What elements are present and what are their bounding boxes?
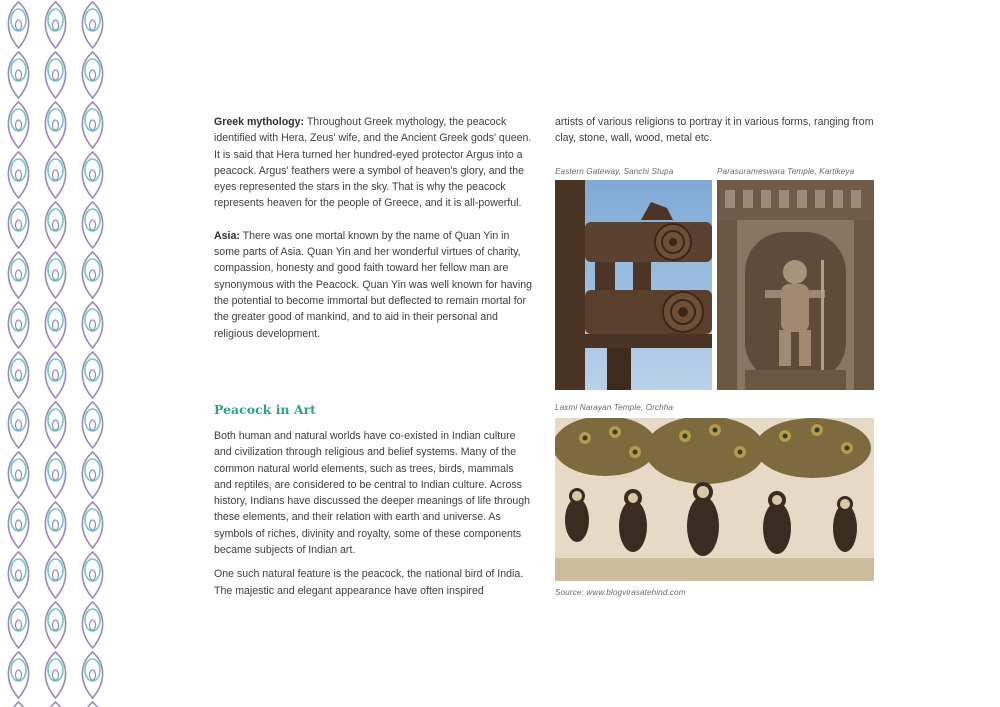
left-column-mythology	[214, 114, 534, 342]
asia-text: There was one mortal known by the name of Quan Yin in some parts of Asia. Quan Yin and her wonderful virtues of charity, compassion, honesty and good faith toward her fellow man are synonymous with the Peacock. Quan Yin was well known for having the potential to become immortal but deflected to remain mortal for the greater good of mankind, and to aid in their personal and religious development.	[214, 229, 532, 340]
art-paragraph-1: Both human and natural worlds have co-existed in Indian culture and civilization through religious and belief systems. Many of the common natural world elements, such as trees, birds, mammals and reptiles, are considered to be central to Indian culture. Across history, Indians have discussed the deeper meanings of life through these elements, and their relation with earth and universe. As symbols of riches, divinity and royalty, some of these components became subjects of Indian art.	[214, 430, 531, 557]
art-paragraph-2: One such natural feature is the peacock, the national bird of India. The majestic and elegant appearance have often inspired	[214, 568, 524, 597]
art-paragraph-2-continued: artists of various religions to portray it in various forms, ranging from clay, stone, wall, wood, metal etc.	[555, 116, 874, 145]
orchha-mural-photo	[555, 418, 874, 581]
asia-label: Asia:	[214, 229, 240, 242]
right-column-continued	[555, 114, 875, 147]
figure-caption-orchha: Laxmi Narayan Temple, Orchha	[555, 403, 674, 412]
asia-paragraph	[214, 228, 534, 342]
greek-mythology-paragraph	[214, 114, 534, 212]
peacock-in-art-heading: Peacock in Art	[214, 402, 316, 417]
greek-mythology-text: Throughout Greek mythology, the peacock identified with Hera, Zeus' wife, and the Ancient Greek gods' queen. It is said that Hera turned her hundred-eyed protector Argus into a peacock. Argus' feathers were a symbol of heaven's glory, and the eyes represented the stars in the sky. That is why the peacock represents heaven for the people of Greece, and it is all-powerful.	[214, 116, 532, 210]
figure-caption-sanchi: Eastern Gateway, Sanchi Stupa	[555, 167, 674, 176]
sanchi-gateway-photo	[555, 180, 712, 390]
kartikeya-relief-photo	[717, 180, 874, 390]
left-column-art	[214, 428, 534, 599]
figure-caption-kartikeya: Parasurameswara Temple, Kartikeya	[717, 167, 855, 176]
greek-mythology-label: Greek mythology:	[214, 116, 305, 128]
image-source-credit: Source: www.blogvirasatehind.com	[555, 588, 686, 597]
peacock-feather-border-pattern	[0, 0, 112, 707]
